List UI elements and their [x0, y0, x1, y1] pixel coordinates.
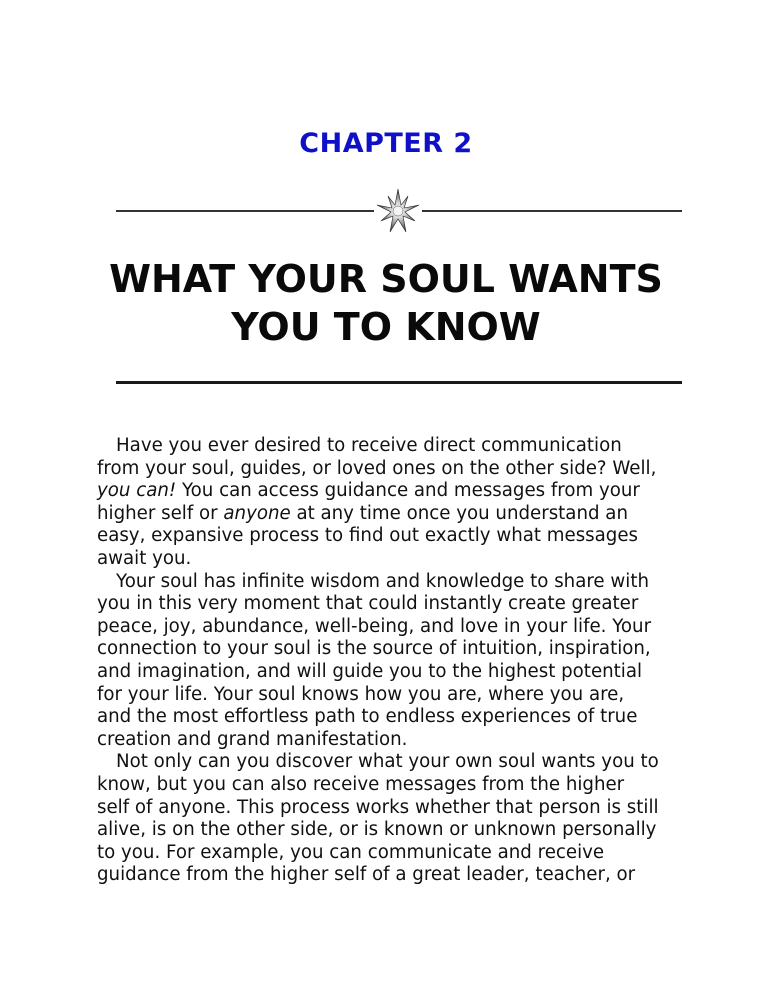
- line-text: and imagination, and will guide you to the highest potential: [97, 660, 643, 682]
- paragraph-line: [97, 638, 687, 661]
- chapter-title-line: WHAT YOUR SOUL WANTS: [109, 257, 663, 301]
- line-text: You can access guidance and messages from your: [176, 480, 640, 502]
- paragraph-line: [97, 435, 687, 458]
- paragraph-line: [97, 729, 687, 752]
- line-text: guidance from the higher self of a great leader, teacher, or: [97, 864, 636, 886]
- line-text: easy, expansive process to find out exactly what messages: [97, 525, 639, 547]
- paragraph-line: [97, 819, 687, 842]
- paragraph-line: [97, 751, 687, 774]
- line-text: Not only can you discover what your own soul wants you to: [116, 751, 659, 773]
- line-text: creation and grand manifestation.: [97, 728, 408, 750]
- line-text: peace, joy, abundance, well-being, and love in your life. Your: [97, 615, 652, 637]
- line-text: Have you ever desired to receive direct communication: [116, 435, 622, 456]
- paragraph-line: [97, 797, 687, 820]
- paragraph-line: [97, 548, 687, 571]
- line-text: know, but you can also receive messages from the higher: [97, 773, 625, 795]
- star-burst-icon: [375, 188, 421, 234]
- line-text: Your soul has infinite wisdom and knowledge to share with: [116, 570, 649, 592]
- paragraph-line: [97, 616, 687, 639]
- paragraph-line: [97, 661, 687, 684]
- paragraph-line: [97, 571, 687, 594]
- chapter-title-line: YOU TO KNOW: [231, 305, 541, 349]
- ornament-rule-left: [116, 210, 374, 212]
- title-underline-rule: [116, 381, 682, 384]
- chapter-title: [60, 255, 712, 351]
- paragraph-line: [97, 503, 687, 526]
- body-paragraph: [97, 435, 687, 571]
- paragraph-line: [97, 480, 687, 503]
- line-text: alive, is on the other side, or is known or unknown personally: [97, 819, 657, 841]
- paragraph-line: [97, 842, 687, 865]
- ornament-rule-right: [422, 210, 682, 212]
- line-text: and the most effortless path to endless experiences of true: [97, 706, 638, 728]
- line-text: await you.: [97, 547, 192, 569]
- line-text: connection to your soul is the source of intuition, inspiration,: [97, 638, 651, 660]
- chapter-body: [97, 435, 687, 887]
- paragraph-line: [97, 864, 687, 887]
- line-text: from your soul, guides, or loved ones on the other side? Well,: [97, 457, 657, 479]
- paragraph-line: [97, 706, 687, 729]
- line-text: to you. For example, you can communicate and receive: [97, 841, 605, 863]
- body-paragraph: [97, 571, 687, 752]
- paragraph-line: [97, 458, 687, 481]
- body-paragraph: [97, 751, 687, 887]
- line-text: self of anyone. This process works whether that person is still: [97, 796, 659, 818]
- emphasis-text: anyone: [223, 502, 291, 524]
- paragraph-line: [97, 525, 687, 548]
- paragraph-line: [97, 774, 687, 797]
- line-text: higher self or: [97, 502, 224, 524]
- paragraph-line: [97, 684, 687, 707]
- emphasis-text: you can!: [97, 480, 177, 502]
- line-text: for your life. Your soul knows how you are, where you are,: [97, 683, 625, 705]
- line-text: at any time once you understand an: [290, 502, 628, 524]
- line-text: you in this very moment that could instantly create greater: [97, 593, 639, 615]
- chapter-label: CHAPTER 2: [299, 128, 473, 159]
- paragraph-line: [97, 593, 687, 616]
